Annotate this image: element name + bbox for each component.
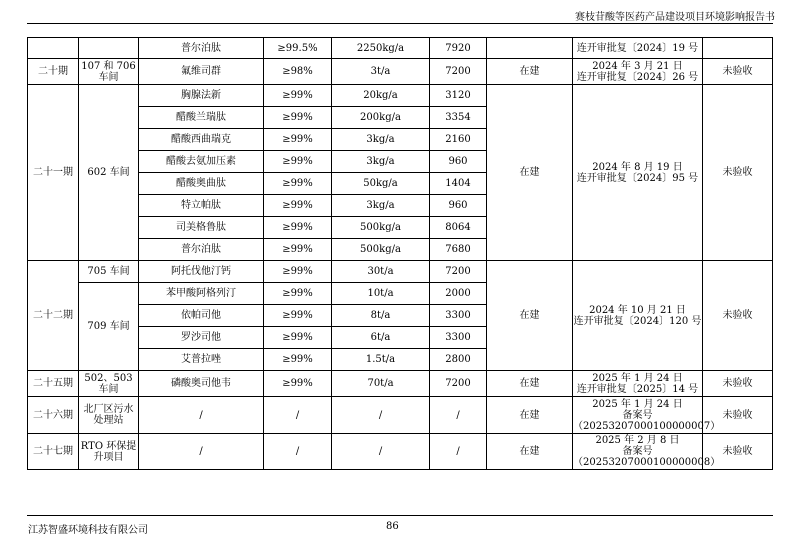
approval-cell <box>573 85 703 261</box>
capacity-cell: 3kg/a <box>332 195 430 217</box>
footer-company: 江苏智盛环境科技有限公司 <box>28 525 148 536</box>
table-row <box>28 59 773 85</box>
page-number: 86 <box>386 521 399 532</box>
number-cell: 960 <box>430 151 487 173</box>
approval-date: 2025 年 1 月 24 日 <box>592 372 683 384</box>
approval-date: 2024 年 8 月 19 日 <box>592 161 683 173</box>
approval-label: 备案号 <box>622 409 653 421</box>
number-cell: / <box>430 434 487 470</box>
approval-number: 连开审批复〔2025〕14 号 <box>576 383 699 395</box>
purity-cell: ≥99% <box>264 107 332 129</box>
purity-cell: / <box>264 397 332 434</box>
product-cell: 依帕司他 <box>139 305 264 327</box>
capacity-cell: 200kg/a <box>332 107 430 129</box>
approval-cell <box>573 261 703 371</box>
product-cell: 醋酸兰瑞肽 <box>139 107 264 129</box>
period-cell: 二十期 <box>28 59 79 85</box>
status-cell: 在建 <box>487 434 573 470</box>
table-row <box>28 371 773 397</box>
period-cell: 二十一期 <box>28 85 79 261</box>
product-cell: / <box>139 397 264 434</box>
acceptance-cell <box>703 38 773 59</box>
approval-date: 2024 年 10 月 21 日 <box>589 304 686 316</box>
purity-cell: / <box>264 434 332 470</box>
product-cell: 磷酸奥司他韦 <box>139 371 264 397</box>
product-cell: 苯甲酸阿格列汀 <box>139 283 264 305</box>
number-cell: / <box>430 397 487 434</box>
period-cell: 二十七期 <box>28 434 79 470</box>
approval-number: 连开审批复〔2024〕95 号 <box>576 172 699 184</box>
capacity-cell: 3kg/a <box>332 129 430 151</box>
period-cell: 二十五期 <box>28 371 79 397</box>
approval-number: 连开审批复〔2024〕26 号 <box>576 71 699 83</box>
workshop-cell: 北厂区污水处理站 <box>79 397 139 434</box>
product-cell: 艾普拉唑 <box>139 349 264 371</box>
workshop-cell <box>79 38 139 59</box>
purity-cell: ≥99% <box>264 283 332 305</box>
workshop-cell: 107 和 706 车间 <box>79 59 139 85</box>
approval-cell <box>573 397 721 434</box>
number-cell: 2800 <box>430 349 487 371</box>
product-cell: 司美格鲁肽 <box>139 217 264 239</box>
header-rule <box>27 23 773 24</box>
purity-cell: ≥99% <box>264 151 332 173</box>
workshop-cell: RTO 环保提升项目 <box>79 434 139 470</box>
purity-cell: ≥99% <box>264 173 332 195</box>
capacity-cell: 500kg/a <box>332 217 430 239</box>
table-row <box>28 261 773 283</box>
capacity-cell: 500kg/a <box>332 239 430 261</box>
product-cell: 醋酸奥曲肽 <box>139 173 264 195</box>
approval-number: （20253207000100000008） <box>573 457 721 468</box>
purity-cell: ≥99% <box>264 305 332 327</box>
table-row <box>28 434 773 470</box>
period-cell <box>28 38 79 59</box>
purity-cell: ≥99% <box>264 327 332 349</box>
number-cell: 2160 <box>430 129 487 151</box>
product-cell: 醋酸去氨加压素 <box>139 151 264 173</box>
acceptance-cell: 未验收 <box>703 397 773 434</box>
workshop-cell: 602 车间 <box>79 85 139 261</box>
number-cell: 3120 <box>430 85 487 107</box>
table-row <box>28 85 773 107</box>
purity-cell: ≥99% <box>264 261 332 283</box>
approval-label: 备案号 <box>622 446 653 457</box>
report-header-title: 赛枝苷酸等医药产品建设项目环境影响报告书 <box>575 12 775 23</box>
product-cell: 胸腺法新 <box>139 85 264 107</box>
status-cell: 在建 <box>487 85 573 261</box>
table-row <box>28 38 773 59</box>
acceptance-cell: 未验收 <box>703 371 773 397</box>
workshop-cell: 709 车间 <box>79 283 139 371</box>
workshop-cell: 705 车间 <box>79 261 139 283</box>
number-cell: 7200 <box>430 261 487 283</box>
capacity-cell: / <box>332 434 430 470</box>
number-cell: 3300 <box>430 327 487 349</box>
product-cell: 罗沙司他 <box>139 327 264 349</box>
number-cell: 2000 <box>430 283 487 305</box>
status-cell: 在建 <box>487 397 573 434</box>
acceptance-cell: 未验收 <box>703 434 773 470</box>
approval-cell <box>573 59 703 85</box>
product-cell: 普尔泊肽 <box>139 239 264 261</box>
purity-cell: ≥99% <box>264 195 332 217</box>
status-cell: 在建 <box>487 59 573 85</box>
table-row <box>28 397 773 434</box>
capacity-cell: 70t/a <box>332 371 430 397</box>
product-cell: 普尔泊肽 <box>139 38 264 59</box>
product-cell: / <box>139 434 264 470</box>
status-cell <box>487 38 573 59</box>
capacity-cell: 50kg/a <box>332 173 430 195</box>
number-cell: 7200 <box>430 59 487 85</box>
approval-number: （20253207000100000007） <box>573 420 721 432</box>
capacity-cell: 1.5t/a <box>332 349 430 371</box>
product-cell: 特立帕肽 <box>139 195 264 217</box>
number-cell: 960 <box>430 195 487 217</box>
purity-cell: ≥99% <box>264 217 332 239</box>
purity-cell: ≥99% <box>264 349 332 371</box>
capacity-cell: 8t/a <box>332 305 430 327</box>
approval-date: 2024 年 3 月 21 日 <box>592 60 683 72</box>
approval-date: 2025 年 1 月 24 日 <box>592 398 683 410</box>
number-cell: 8064 <box>430 217 487 239</box>
purity-cell: ≥99% <box>264 371 332 397</box>
capacity-cell: 20kg/a <box>332 85 430 107</box>
acceptance-cell: 未验收 <box>703 261 773 371</box>
approval-date: 2025 年 2 月 8 日 <box>595 435 680 446</box>
number-cell: 7680 <box>430 239 487 261</box>
number-cell: 3300 <box>430 305 487 327</box>
purity-cell: ≥99% <box>264 85 332 107</box>
capacity-cell: / <box>332 397 430 434</box>
capacity-cell: 30t/a <box>332 261 430 283</box>
number-cell: 7200 <box>430 371 487 397</box>
purity-cell: ≥98% <box>264 59 332 85</box>
period-cell: 二十二期 <box>28 261 79 371</box>
approval-cell: 连开审批复〔2024〕19 号 <box>573 38 703 59</box>
product-cell: 阿托伐他汀钙 <box>139 261 264 283</box>
capacity-cell: 3t/a <box>332 59 430 85</box>
purity-cell: ≥99% <box>264 129 332 151</box>
number-cell: 3354 <box>430 107 487 129</box>
approval-cell <box>573 371 703 397</box>
status-cell: 在建 <box>487 371 573 397</box>
product-cell: 氟维司群 <box>139 59 264 85</box>
purity-cell: ≥99.5% <box>264 38 332 59</box>
number-cell: 7920 <box>430 38 487 59</box>
acceptance-cell: 未验收 <box>703 85 773 261</box>
capacity-cell: 6t/a <box>332 327 430 349</box>
project-table <box>27 37 773 470</box>
approval-number: 连开审批复〔2024〕120 号 <box>573 315 702 327</box>
approval-cell <box>573 434 721 470</box>
purity-cell: ≥99% <box>264 239 332 261</box>
capacity-cell: 2250kg/a <box>332 38 430 59</box>
capacity-cell: 10t/a <box>332 283 430 305</box>
workshop-cell: 502、503 车间 <box>79 371 139 397</box>
capacity-cell: 3kg/a <box>332 151 430 173</box>
period-cell: 二十六期 <box>28 397 79 434</box>
acceptance-cell: 未验收 <box>703 59 773 85</box>
number-cell: 1404 <box>430 173 487 195</box>
product-cell: 醋酸西曲瑞克 <box>139 129 264 151</box>
footer-rule <box>27 515 773 516</box>
status-cell: 在建 <box>487 261 573 371</box>
